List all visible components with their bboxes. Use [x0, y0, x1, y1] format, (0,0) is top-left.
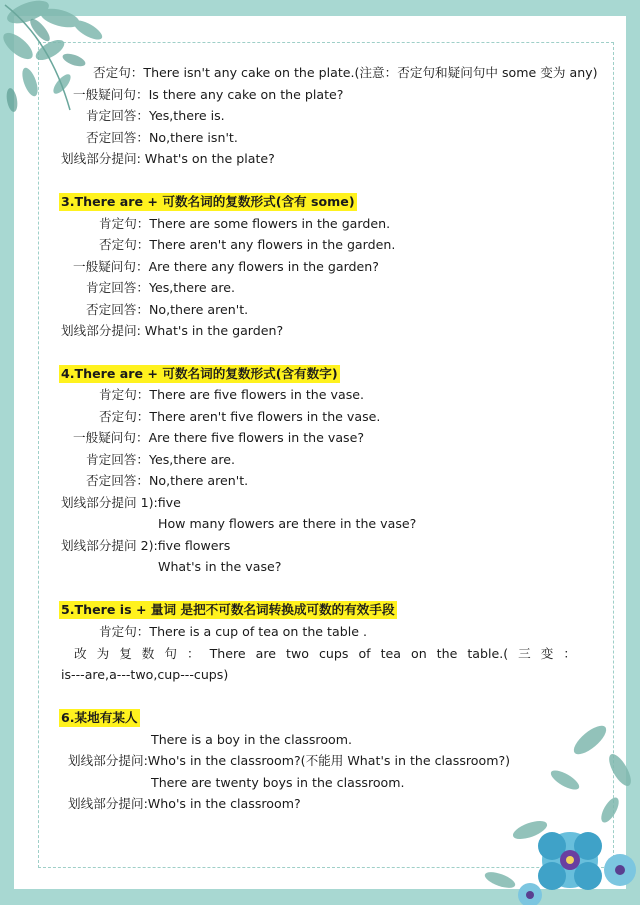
- plural-word: 句: [164, 646, 177, 661]
- example-line-1: There is a boy in the classroom.: [151, 732, 353, 747]
- question-line: 一般疑问句：Is there any cake on the plate?: [73, 87, 344, 102]
- ask-line: 划线部分提问: What's in the garden?: [61, 323, 284, 338]
- ask-answer-2: What's in the vase?: [158, 559, 282, 574]
- plural-word: tea: [380, 646, 401, 661]
- section4-heading: 4.There are + 可数名词的复数形式(含有数字): [61, 366, 338, 381]
- pos-sentence-line: 肯定句：There are five flowers in the vase.: [99, 387, 365, 402]
- plural-word: 数: [141, 646, 155, 661]
- section5-heading: 5.There is + 量词 是把不可数名词转换成可数的有效手段: [61, 602, 395, 617]
- plural-conversion-line: [74, 645, 576, 663]
- yes-answer-line: 肯定回答：Yes,there are.: [86, 280, 235, 295]
- plural-conversion-cont: is---are,a---two,cup---cups): [61, 667, 229, 682]
- no-answer-line: 否定回答：No,there aren't.: [86, 302, 249, 317]
- yes-answer-line: 肯定回答：Yes,there are.: [86, 452, 235, 467]
- plural-word: 改: [74, 646, 87, 661]
- question-line: 一般疑问句：Are there five flowers in the vase?: [73, 430, 365, 445]
- plural-word: are: [255, 646, 277, 661]
- flower-decoration-icon: [470, 720, 640, 905]
- section6-heading: 6.某地有某人: [61, 710, 138, 725]
- ask-line-1: 划线部分提问:Who's in the classroom?(不能用 What's in the classroom?): [68, 753, 511, 768]
- neg-sentence-line: 否定句：There aren't any flowers in the garden.: [99, 237, 396, 252]
- question-line: 一般疑问句：Are there any flowers in the garden?: [73, 259, 379, 274]
- ask-answer-1: How many flowers are there in the vase?: [158, 516, 417, 531]
- plural-word: of: [358, 646, 371, 661]
- plural-word: 为: [96, 646, 110, 661]
- ask-line-1: 划线部分提问 1):five: [61, 495, 181, 510]
- plural-word: ：: [563, 646, 576, 661]
- example-line-2: There are twenty boys in the classroom.: [151, 775, 405, 790]
- neg-sentence-line: 否定句：There isn't any cake on the plate.(注意：否定句和疑问句中 some 变为 any): [93, 65, 598, 80]
- pos-sentence-line: 肯定句：There are some flowers in the garden.: [99, 216, 391, 231]
- plural-word: ：: [186, 646, 200, 661]
- yes-answer-line: 肯定回答：Yes,there is.: [86, 108, 225, 123]
- plural-word: 复: [119, 646, 132, 661]
- neg-sentence-line: 否定句：There aren't five flowers in the vase.: [99, 409, 381, 424]
- ask-line: 划线部分提问: What's on the plate?: [61, 151, 275, 166]
- plural-word: two: [286, 646, 309, 661]
- plural-word: 变: [540, 646, 554, 661]
- plural-word: 三: [518, 646, 531, 661]
- ask-line-2: 划线部分提问:Who's in the classroom?: [68, 796, 301, 811]
- no-answer-line: 否定回答：No,there aren't.: [86, 473, 249, 488]
- plural-word: cups: [318, 646, 349, 661]
- plural-word: on: [410, 646, 427, 661]
- plural-word: the: [436, 646, 458, 661]
- no-answer-line: 否定回答：No,there isn't.: [86, 130, 238, 145]
- plural-word: table.(: [467, 646, 509, 661]
- pos-sentence-line: 肯定句：There is a cup of tea on the table .: [99, 624, 367, 639]
- ask-line-2: 划线部分提问 2):five flowers: [61, 538, 231, 553]
- section3-heading: 3.There are + 可数名词的复数形式(含有 some): [61, 194, 355, 209]
- plural-word: There: [209, 646, 246, 661]
